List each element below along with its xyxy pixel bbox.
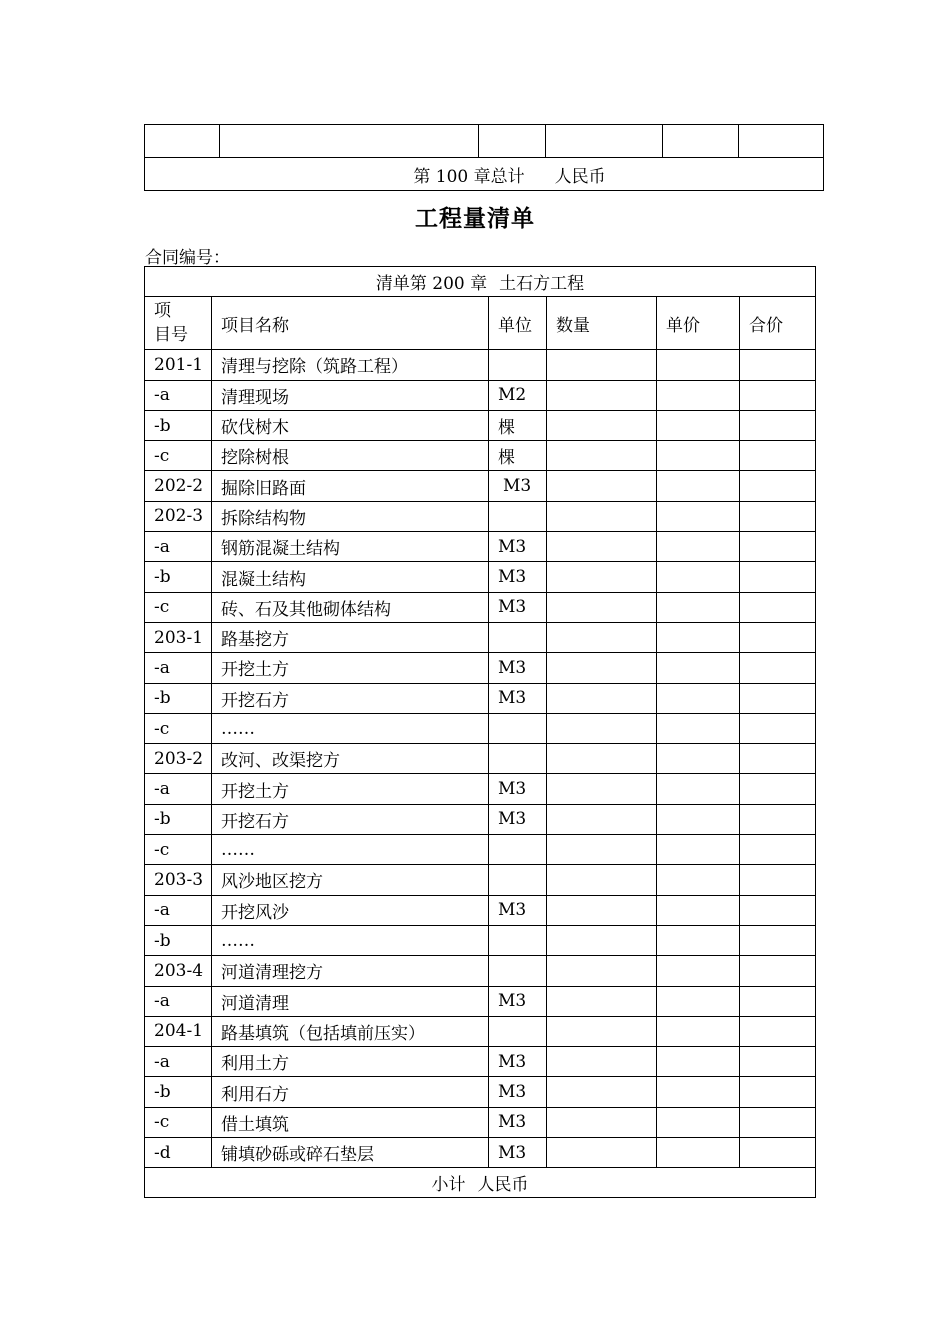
- item-code-cell: -b: [145, 1077, 212, 1107]
- amount-cell: [740, 925, 816, 955]
- amount-cell: [740, 895, 816, 925]
- item-code-cell: -a: [145, 774, 212, 804]
- item-code-cell: -c: [145, 441, 212, 471]
- quantity-cell: [547, 1107, 657, 1137]
- unit-price-cell: [657, 653, 740, 683]
- quantity-cell: [547, 865, 657, 895]
- amount-cell: [740, 986, 816, 1016]
- item-code-cell: 203-2: [145, 744, 212, 774]
- amount-cell: [740, 713, 816, 743]
- table-row: [145, 501, 816, 531]
- unit-cell: M3: [489, 592, 547, 622]
- item-code-cell: 202-3: [145, 501, 212, 531]
- amount-cell: [740, 804, 816, 834]
- item-name-cell: 开挖石方: [212, 804, 489, 834]
- amount-cell: [740, 441, 816, 471]
- chapter-heading-cell: [145, 267, 816, 297]
- chapter-heading-row: [145, 267, 816, 297]
- amount-cell: [740, 1138, 816, 1168]
- quantity-cell: [547, 713, 657, 743]
- unit-cell: [489, 835, 547, 865]
- document-title: 工程量清单: [415, 206, 535, 232]
- unit-cell: M3: [489, 683, 547, 713]
- bill-of-quantities-table: [144, 266, 816, 1198]
- unit-price-cell: [657, 1077, 740, 1107]
- table-row: [145, 532, 816, 562]
- table-body: [145, 350, 816, 1168]
- item-name-cell: 开挖风沙: [212, 895, 489, 925]
- table-row: [145, 441, 816, 471]
- unit-cell: M3: [489, 895, 547, 925]
- quantity-cell: [547, 835, 657, 865]
- unit-price-cell: [657, 592, 740, 622]
- quantity-cell: [547, 925, 657, 955]
- unit-price-cell: [657, 835, 740, 865]
- item-code-cell: 203-3: [145, 865, 212, 895]
- quantity-cell: [547, 350, 657, 380]
- item-code-cell: -b: [145, 925, 212, 955]
- quantity-cell: [547, 744, 657, 774]
- unit-price-cell: [657, 471, 740, 501]
- item-code-cell: -a: [145, 895, 212, 925]
- header-code: 项 目号: [145, 297, 212, 350]
- unit-cell: [489, 501, 547, 531]
- unit-price-cell: [657, 350, 740, 380]
- item-name-cell: 砖、石及其他砌体结构: [212, 592, 489, 622]
- blank-cell: [145, 125, 220, 158]
- subtotal-label: 小计: [431, 1175, 466, 1196]
- quantity-cell: [547, 956, 657, 986]
- item-name-cell: ……: [212, 925, 489, 955]
- unit-price-cell: [657, 441, 740, 471]
- unit-cell: 棵: [489, 441, 547, 471]
- unit-price-cell: [657, 1107, 740, 1137]
- amount-cell: [740, 835, 816, 865]
- quantity-cell: [547, 1077, 657, 1107]
- quantity-cell: [547, 986, 657, 1016]
- table-row: [145, 683, 816, 713]
- table-row: [145, 1138, 816, 1168]
- item-code-cell: 203-1: [145, 622, 212, 652]
- item-code-cell: 204-1: [145, 1016, 212, 1046]
- unit-price-cell: [657, 562, 740, 592]
- unit-price-cell: [657, 683, 740, 713]
- unit-cell: [489, 925, 547, 955]
- unit-price-cell: [657, 713, 740, 743]
- amount-cell: [740, 774, 816, 804]
- table-row: [145, 562, 816, 592]
- item-code-cell: -a: [145, 380, 212, 410]
- table-row: [145, 653, 816, 683]
- item-code-cell: -c: [145, 713, 212, 743]
- table-row: [145, 804, 816, 834]
- amount-cell: [740, 350, 816, 380]
- unit-price-cell: [657, 986, 740, 1016]
- unit-price-cell: [657, 380, 740, 410]
- unit-cell: M3: [489, 1047, 547, 1077]
- amount-cell: [740, 653, 816, 683]
- unit-price-cell: [657, 1016, 740, 1046]
- unit-cell: [489, 1016, 547, 1046]
- amount-cell: [740, 1016, 816, 1046]
- blank-row: [145, 125, 824, 158]
- chapter-100-total-cell: [145, 158, 824, 191]
- amount-cell: [740, 410, 816, 440]
- amount-cell: [740, 1047, 816, 1077]
- table-row: [145, 865, 816, 895]
- chapter-100-summary-table: [144, 124, 824, 191]
- item-name-cell: 河道清理挖方: [212, 956, 489, 986]
- quantity-cell: [547, 562, 657, 592]
- table-row: [145, 956, 816, 986]
- subtotal-cell: [145, 1168, 816, 1198]
- quantity-cell: [547, 380, 657, 410]
- item-code-cell: -c: [145, 592, 212, 622]
- unit-price-cell: [657, 622, 740, 652]
- amount-cell: [740, 622, 816, 652]
- table-row: [145, 835, 816, 865]
- header-amount: 合价: [740, 297, 816, 350]
- quantity-cell: [547, 683, 657, 713]
- item-name-cell: 铺填砂砾或碎石垫层: [212, 1138, 489, 1168]
- unit-price-cell: [657, 925, 740, 955]
- blank-cell: [663, 125, 739, 158]
- item-code-cell: -c: [145, 835, 212, 865]
- item-code-cell: -b: [145, 804, 212, 834]
- item-name-cell: 掘除旧路面: [212, 471, 489, 501]
- unit-cell: M3: [489, 1077, 547, 1107]
- item-name-cell: 挖除树根: [212, 441, 489, 471]
- amount-cell: [740, 1077, 816, 1107]
- table-row: [145, 410, 816, 440]
- unit-price-cell: [657, 895, 740, 925]
- amount-cell: [740, 1107, 816, 1137]
- amount-cell: [740, 865, 816, 895]
- table-row: [145, 774, 816, 804]
- item-code-cell: -b: [145, 410, 212, 440]
- table-row: [145, 592, 816, 622]
- quantity-cell: [547, 653, 657, 683]
- unit-cell: M3: [489, 471, 547, 501]
- unit-cell: [489, 744, 547, 774]
- amount-cell: [740, 380, 816, 410]
- quantity-cell: [547, 532, 657, 562]
- quantity-cell: [547, 774, 657, 804]
- item-name-cell: 风沙地区挖方: [212, 865, 489, 895]
- unit-price-cell: [657, 774, 740, 804]
- unit-cell: [489, 956, 547, 986]
- item-name-cell: 开挖石方: [212, 683, 489, 713]
- table-row: [145, 895, 816, 925]
- item-name-cell: 利用石方: [212, 1077, 489, 1107]
- blank-cell: [739, 125, 824, 158]
- table-row: [145, 622, 816, 652]
- unit-price-cell: [657, 501, 740, 531]
- quantity-cell: [547, 501, 657, 531]
- header-name: 项目名称: [212, 297, 489, 350]
- amount-cell: [740, 562, 816, 592]
- unit-price-cell: [657, 410, 740, 440]
- table-row: [145, 713, 816, 743]
- subtotal-currency: 人民币: [477, 1175, 529, 1196]
- unit-cell: M3: [489, 986, 547, 1016]
- header-quantity: 数量: [547, 297, 657, 350]
- unit-cell: M3: [489, 1138, 547, 1168]
- unit-price-cell: [657, 1138, 740, 1168]
- item-name-cell: 开挖土方: [212, 653, 489, 683]
- unit-cell: [489, 865, 547, 895]
- unit-cell: M2: [489, 380, 547, 410]
- unit-cell: M3: [489, 1107, 547, 1137]
- table-row: [145, 1077, 816, 1107]
- item-name-cell: ……: [212, 713, 489, 743]
- quantity-cell: [547, 410, 657, 440]
- amount-cell: [740, 744, 816, 774]
- item-name-cell: 拆除结构物: [212, 501, 489, 531]
- chapter-heading-prefix: 清单第 200 章: [375, 274, 488, 295]
- item-name-cell: 改河、改渠挖方: [212, 744, 489, 774]
- quantity-cell: [547, 1016, 657, 1046]
- table-row: [145, 471, 816, 501]
- unit-price-cell: [657, 804, 740, 834]
- quantity-cell: [547, 804, 657, 834]
- item-name-cell: ……: [212, 835, 489, 865]
- unit-price-cell: [657, 865, 740, 895]
- quantity-cell: [547, 592, 657, 622]
- item-name-cell: 开挖土方: [212, 774, 489, 804]
- chapter-100-total-label: 第 100 章总计: [413, 166, 525, 187]
- unit-cell: [489, 713, 547, 743]
- amount-cell: [740, 956, 816, 986]
- item-code-cell: -a: [145, 653, 212, 683]
- unit-price-cell: [657, 744, 740, 774]
- table-row: [145, 380, 816, 410]
- unit-cell: M3: [489, 653, 547, 683]
- amount-cell: [740, 592, 816, 622]
- item-name-cell: 路基挖方: [212, 622, 489, 652]
- blank-cell: [479, 125, 546, 158]
- header-unit: 单位: [489, 297, 547, 350]
- quantity-cell: [547, 895, 657, 925]
- unit-cell: M3: [489, 532, 547, 562]
- header-unit-price: 单价: [657, 297, 740, 350]
- item-code-cell: -c: [145, 1107, 212, 1137]
- item-name-cell: 混凝土结构: [212, 562, 489, 592]
- unit-cell: [489, 350, 547, 380]
- table-row: [145, 1047, 816, 1077]
- quantity-cell: [547, 1047, 657, 1077]
- item-name-cell: 河道清理: [212, 986, 489, 1016]
- amount-cell: [740, 532, 816, 562]
- quantity-cell: [547, 1138, 657, 1168]
- chapter-100-total-row: [145, 158, 824, 191]
- currency-label: 人民币: [554, 166, 606, 187]
- item-name-cell: 清理与挖除（筑路工程）: [212, 350, 489, 380]
- amount-cell: [740, 471, 816, 501]
- item-code-cell: -d: [145, 1138, 212, 1168]
- unit-price-cell: [657, 1047, 740, 1077]
- unit-cell: M3: [489, 774, 547, 804]
- item-code-cell: -b: [145, 683, 212, 713]
- item-code-cell: -b: [145, 562, 212, 592]
- unit-price-cell: [657, 956, 740, 986]
- unit-cell: [489, 622, 547, 652]
- contract-number-label: 合同编号：: [145, 248, 230, 268]
- blank-cell: [220, 125, 479, 158]
- quantity-cell: [547, 471, 657, 501]
- item-code-cell: 201-1: [145, 350, 212, 380]
- table-row: [145, 350, 816, 380]
- item-name-cell: 清理现场: [212, 380, 489, 410]
- item-name-cell: 钢筋混凝土结构: [212, 532, 489, 562]
- item-name-cell: 借土填筑: [212, 1107, 489, 1137]
- amount-cell: [740, 501, 816, 531]
- unit-price-cell: [657, 532, 740, 562]
- subtotal-row: [145, 1168, 816, 1198]
- unit-cell: 棵: [489, 410, 547, 440]
- item-code-cell: 202-2: [145, 471, 212, 501]
- item-code-cell: 203-4: [145, 956, 212, 986]
- amount-cell: [740, 683, 816, 713]
- item-name-cell: 砍伐树木: [212, 410, 489, 440]
- blank-cell: [546, 125, 663, 158]
- table-row: [145, 986, 816, 1016]
- item-code-cell: -a: [145, 1047, 212, 1077]
- item-name-cell: 路基填筑（包括填前压实）: [212, 1016, 489, 1046]
- quantity-cell: [547, 441, 657, 471]
- unit-cell: M3: [489, 804, 547, 834]
- chapter-heading-name: 土石方工程: [499, 274, 585, 295]
- column-header-row: [145, 297, 816, 350]
- item-code-cell: -a: [145, 986, 212, 1016]
- table-row: [145, 925, 816, 955]
- item-name-cell: 利用土方: [212, 1047, 489, 1077]
- table-row: [145, 1107, 816, 1137]
- quantity-cell: [547, 622, 657, 652]
- item-code-cell: -a: [145, 532, 212, 562]
- table-row: [145, 744, 816, 774]
- unit-cell: M3: [489, 562, 547, 592]
- table-row: [145, 1016, 816, 1046]
